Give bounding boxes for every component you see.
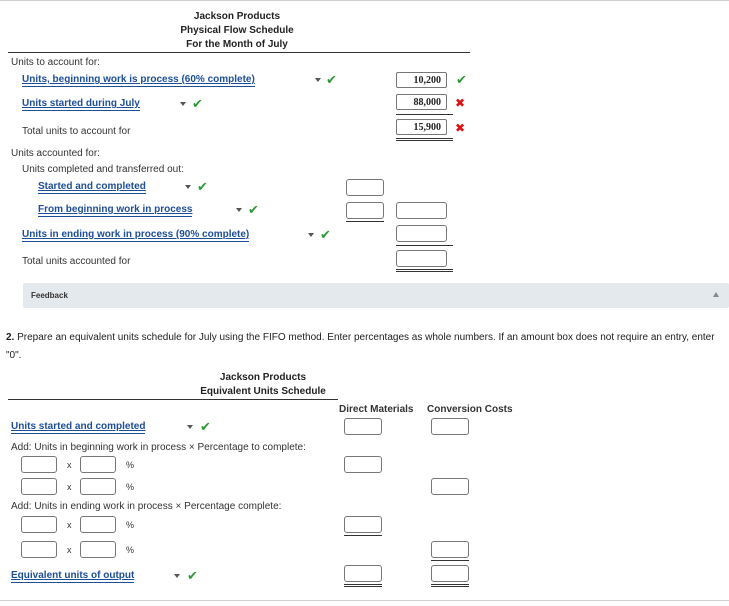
input-dm-started-completed[interactable] <box>344 418 382 435</box>
dm-double-rule-top <box>344 584 382 585</box>
check-icon: ✔ <box>326 72 337 87</box>
check-icon: ✔ <box>187 568 198 583</box>
chevron-down-icon[interactable] <box>185 185 191 189</box>
input-beginning-percent-1[interactable] <box>80 456 116 473</box>
bottom-divider <box>0 600 729 601</box>
times-sign: x <box>67 520 72 530</box>
input-beginning-units-1[interactable] <box>21 456 57 473</box>
cross-icon: ✖ <box>455 96 466 110</box>
units-to-account-for-heading: Units to account for: <box>11 57 100 68</box>
total-units-to-account-label: Total units to account for <box>22 126 131 137</box>
input-units-ending-wip[interactable] <box>396 225 447 242</box>
units-accounted-for-heading: Units accounted for: <box>11 148 100 159</box>
double-rule-bottom-2 <box>396 271 453 272</box>
input-cc-beginning[interactable] <box>431 478 469 495</box>
question-body: Prepare an equivalent units schedule for July using the FIFO method. Enter percentages as whole numbers. If an amount box does not require an entry, enter "0". <box>6 332 715 361</box>
add-beginning-wip-label: Add: Units in beginning work in process × Percentage to complete: <box>11 442 306 453</box>
check-icon: ✔ <box>320 227 331 242</box>
input-from-beginning-wip[interactable] <box>346 202 384 219</box>
chevron-down-icon[interactable] <box>236 208 242 212</box>
times-sign: x <box>67 460 72 470</box>
chevron-down-icon[interactable] <box>187 425 193 429</box>
header-rule <box>8 52 470 53</box>
dm-double-rule-bottom <box>344 586 382 587</box>
input-units-beginning[interactable]: 10,200 <box>396 72 447 88</box>
cross-icon: ✖ <box>455 121 466 135</box>
input-ending-percent-1[interactable] <box>80 516 116 533</box>
percent-sign: % <box>126 520 135 530</box>
col-conversion-costs: Conversion Costs <box>427 404 513 415</box>
sum-rule <box>396 114 453 115</box>
input-total-units[interactable]: 15,900 <box>396 119 447 135</box>
select-from-beginning-wip[interactable]: From beginning work in process <box>38 204 193 215</box>
input-ending-percent-2[interactable] <box>80 541 116 558</box>
select-equivalent-units-output[interactable]: Equivalent units of output <box>11 570 135 581</box>
input-dm-beginning[interactable] <box>344 456 382 473</box>
select-units-beginning-wip[interactable]: Units, beginning work is process (60% complete) <box>22 74 255 85</box>
input-completed-transferred-total[interactable] <box>396 202 447 219</box>
check-icon: ✔ <box>456 72 467 87</box>
double-rule-top <box>396 138 453 139</box>
input-cc-started-completed[interactable] <box>431 418 469 435</box>
select-started-and-completed[interactable]: Started and completed <box>38 181 146 192</box>
input-units-started[interactable]: 88,000 <box>396 94 447 110</box>
input-dm-ending[interactable] <box>344 516 382 533</box>
input-started-completed[interactable] <box>346 179 384 196</box>
cc-double-rule-top <box>431 584 469 585</box>
units-completed-transferred-label: Units completed and transferred out: <box>22 164 184 175</box>
times-sign: x <box>67 545 72 555</box>
double-rule-top-2 <box>396 269 453 270</box>
feedback-panel[interactable] <box>23 283 729 308</box>
schedule2-title: Equivalent Units Schedule <box>200 386 326 397</box>
expand-triangle-icon[interactable] <box>713 292 719 297</box>
dm-sum-rule <box>344 535 382 536</box>
input-cc-ending[interactable] <box>431 541 469 558</box>
total-units-accounted-label: Total units accounted for <box>22 256 131 267</box>
check-icon: ✔ <box>248 202 259 217</box>
chevron-down-icon[interactable] <box>308 233 314 237</box>
percent-sign: % <box>126 460 135 470</box>
cc-double-rule-bottom <box>431 586 469 587</box>
input-beginning-units-2[interactable] <box>21 478 57 495</box>
schedule1-period: For the Month of July <box>186 39 288 50</box>
percent-sign: % <box>126 545 135 555</box>
input-beginning-percent-2[interactable] <box>80 478 116 495</box>
sum-rule-2 <box>396 245 453 246</box>
chevron-down-icon[interactable] <box>180 102 186 106</box>
top-divider <box>0 0 729 1</box>
question-2-text <box>6 329 726 365</box>
input-total-units-accounted[interactable] <box>396 250 447 267</box>
schedule1-company: Jackson Products <box>193 11 281 22</box>
select-units-started[interactable]: Units started during July <box>22 98 140 109</box>
double-rule-bottom <box>396 140 453 141</box>
schedule2-header-rule <box>8 399 338 400</box>
chevron-down-icon[interactable] <box>315 78 321 82</box>
schedule1-title: Physical Flow Schedule <box>180 25 294 36</box>
schedule2-company: Jackson Products <box>219 372 307 383</box>
check-icon: ✔ <box>192 96 203 111</box>
input-ending-units-2[interactable] <box>21 541 57 558</box>
check-icon: ✔ <box>200 419 211 434</box>
chevron-down-icon[interactable] <box>174 574 180 578</box>
cc-sum-rule <box>431 560 469 561</box>
feedback-label: Feedback <box>31 291 68 300</box>
times-sign: x <box>67 482 72 492</box>
add-ending-wip-label: Add: Units in ending work in process × Percentage complete: <box>11 501 282 512</box>
question-number: 2. <box>6 332 15 343</box>
input-cc-equivalent-units[interactable] <box>431 565 469 582</box>
col-direct-materials: Direct Materials <box>339 404 414 415</box>
check-icon: ✔ <box>197 179 208 194</box>
select-units-ending-wip[interactable]: Units in ending work in process (90% complete) <box>22 229 250 240</box>
input-dm-equivalent-units[interactable] <box>344 565 382 582</box>
select-units-started-completed[interactable]: Units started and completed <box>11 421 146 432</box>
percent-sign: % <box>126 482 135 492</box>
input-ending-units-1[interactable] <box>21 516 57 533</box>
subtotal-rule <box>346 221 384 222</box>
